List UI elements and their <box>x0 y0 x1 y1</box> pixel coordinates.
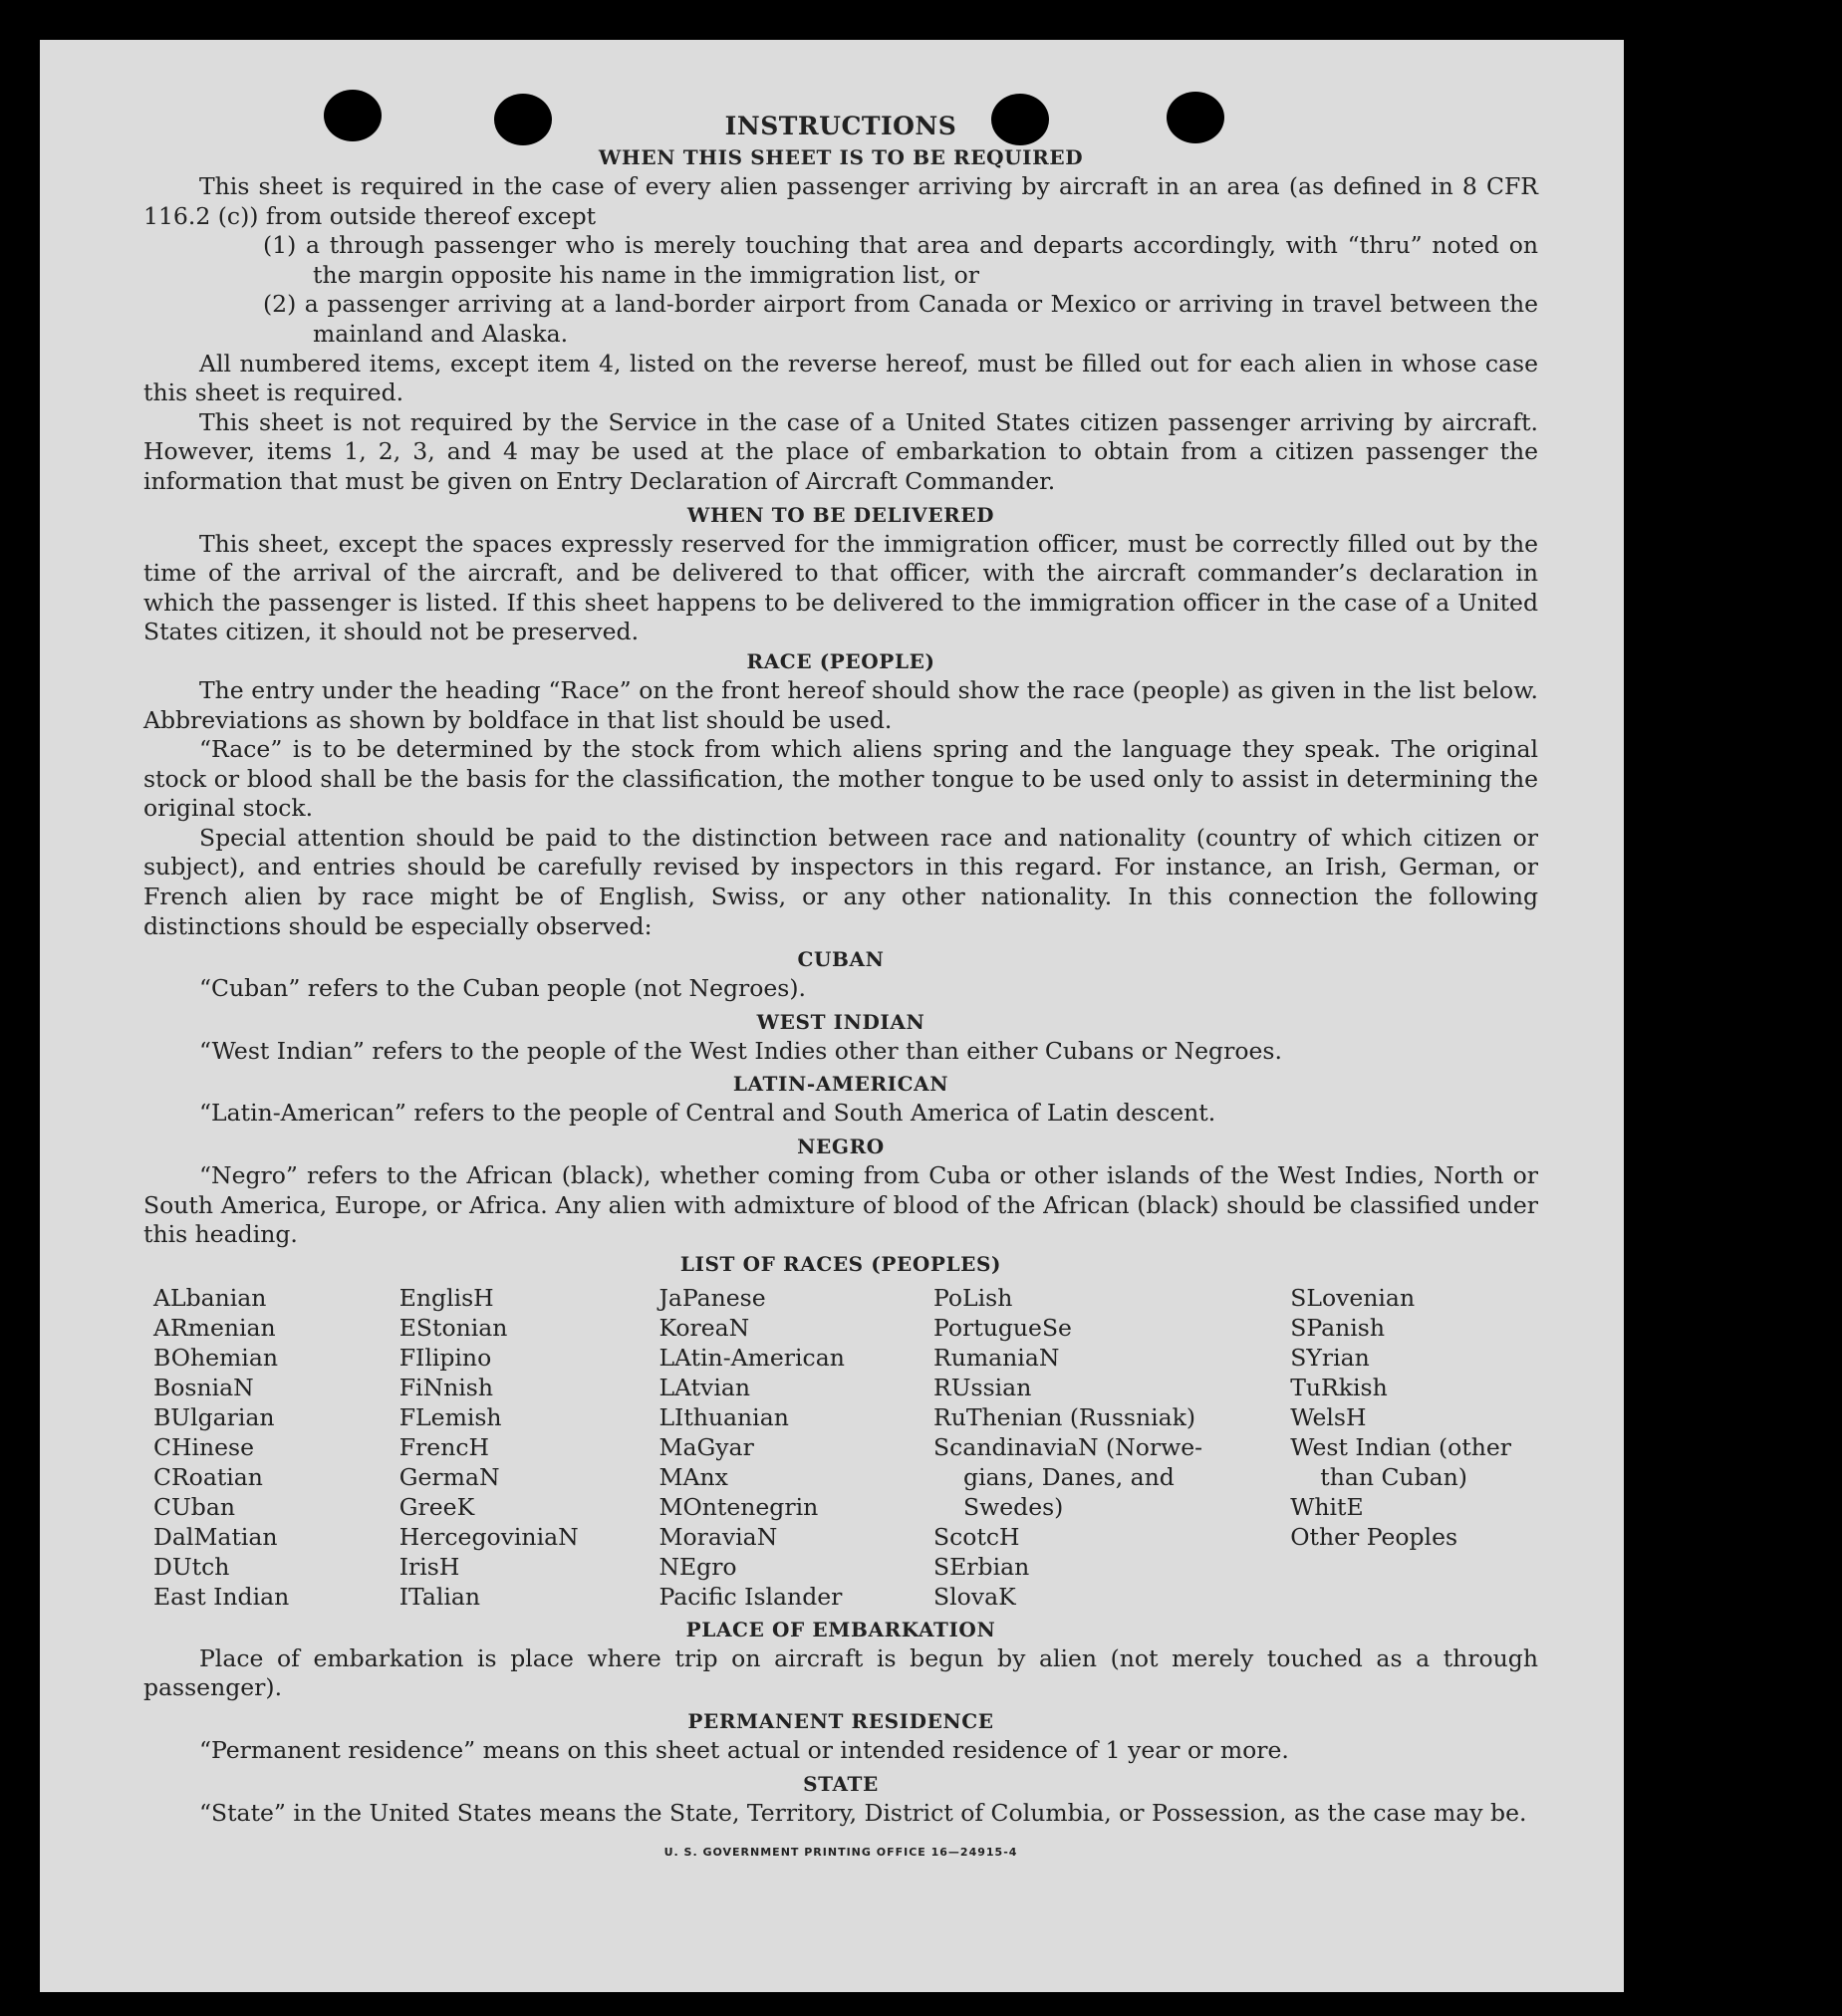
races-column <box>143 1283 399 1612</box>
races-column <box>399 1283 659 1612</box>
paragraph: “Permanent residence” means on this sheet actual or intended residence of 1 year or more. <box>199 1736 1289 1764</box>
race-entry: TuRkish <box>1290 1373 1388 1401</box>
paragraph: This sheet, except the spaces expressly reserved for the immigration officer, must be correctly filled out by the time of the arrival of the aircraft, and be delivered to that officer, with the aircraft commander’s declaration in which the passenger is listed. If this sheet happens to be delivered to the immigration officer in the case of a United States citizen, it should not be preserved. <box>143 529 1538 646</box>
races-column <box>933 1283 1290 1612</box>
race-entry: WelsH <box>1290 1402 1367 1431</box>
paragraph: This sheet is required in the case of every alien passenger arriving by aircraft in an area (as defined in 8 CFR 116.2 (c)) from outside thereof except <box>143 172 1538 230</box>
race-entry: Pacific Islander <box>658 1582 843 1611</box>
heading-state: STATE <box>803 1771 879 1796</box>
paragraph: “Latin-American” refers to the people of Central and South America of Latin descent. <box>199 1099 1216 1128</box>
document-page <box>40 40 1624 1992</box>
race-entry: BOhemian <box>153 1343 278 1372</box>
heading-cuban: CUBAN <box>797 947 885 972</box>
list-item: (1) a through passenger who is merely touching that area and departs accordingly, with “thru” noted on the margin opposite his name in the immigration list, or <box>263 231 1538 289</box>
race-entry: BUlgarian <box>153 1402 275 1431</box>
races-list <box>143 1283 1538 1612</box>
paragraph: “West Indian” refers to the people of the West Indies other than either Cubans or Negroes. <box>199 1036 1282 1065</box>
heading-permanent-residence: PERMANENT RESIDENCE <box>687 1709 994 1733</box>
heading-when-delivered: WHEN TO BE DELIVERED <box>686 502 995 527</box>
race-entry: FIlipino <box>398 1343 492 1372</box>
race-entry: LAtin-American <box>658 1343 845 1372</box>
race-entry: SYrian <box>1290 1343 1370 1372</box>
race-entry: RUssian <box>933 1373 1032 1401</box>
race-entry: HercegoviniaN <box>398 1522 579 1551</box>
heading-list-of-races: LIST OF RACES (PEOPLES) <box>679 1251 1002 1276</box>
heading-negro: NEGRO <box>797 1134 885 1159</box>
race-entry: MOntenegrin <box>658 1492 819 1521</box>
heading-race: RACE (PEOPLE) <box>746 648 935 673</box>
race-entry: DalMatian <box>153 1522 278 1551</box>
race-entry: NEgro <box>658 1552 737 1581</box>
race-entry: CHinese <box>153 1432 254 1461</box>
race-entry: SPanish <box>1290 1313 1385 1342</box>
race-entry: FrencH <box>398 1432 489 1461</box>
race-entry: EnglisH <box>398 1283 494 1312</box>
race-entry: SErbian <box>933 1552 1030 1581</box>
paragraph: “Cuban” refers to the Cuban people (not Negroes). <box>199 974 807 1003</box>
race-entry: KoreaN <box>658 1313 750 1342</box>
paragraph: “Race” is to be determined by the stock from which aliens spring and the language they speak. The original stock or blood shall be the basis for the classification, the mother tongue to be used only to assist in determining the original stock. <box>143 735 1538 823</box>
race-entry: CRoatian <box>153 1462 263 1491</box>
race-entry: ALbanian <box>153 1283 267 1312</box>
race-entry: East Indian <box>153 1582 290 1611</box>
printing-office-footer: U. S. GOVERNMENT PRINTING OFFICE 16—24915-4 <box>663 1846 1018 1860</box>
race-entry: PortugueSe <box>933 1313 1072 1342</box>
race-entry: ITalian <box>398 1582 481 1611</box>
race-entry: BosniaN <box>153 1373 254 1401</box>
race-entry: ARmenian <box>153 1313 276 1342</box>
race-entry: MaGyar <box>658 1432 754 1461</box>
race-entry: RumaniaN <box>933 1343 1060 1372</box>
race-entry: IrisH <box>398 1552 460 1581</box>
race-entry: MAnx <box>658 1462 728 1491</box>
race-entry: FiNnish <box>398 1373 493 1401</box>
heading-west-indian: WEST INDIAN <box>756 1009 925 1034</box>
race-entry: MoraviaN <box>658 1522 778 1551</box>
race-entry: PoLish <box>933 1283 1013 1312</box>
race-entry: Other Peoples <box>1290 1522 1458 1551</box>
race-entry: SlovaK <box>933 1582 1016 1611</box>
race-entry: EStonian <box>398 1313 508 1342</box>
race-entry: GermaN <box>398 1462 500 1491</box>
heading-place-of-embarkation: PLACE OF EMBARKATION <box>685 1617 996 1641</box>
page-title: INSTRUCTIONS <box>724 112 957 140</box>
race-entry: GreeK <box>398 1492 475 1521</box>
paragraph: The entry under the heading “Race” on the front hereof should show the race (people) as given in the list below. Abbreviations as shown by boldface in that list should be used. <box>143 675 1538 734</box>
race-entry: West Indian (other <box>1290 1432 1511 1461</box>
list-item: (2) a passenger arriving at a land-border airport from Canada or Mexico or arriving in travel between the mainland and Alaska. <box>263 290 1538 348</box>
race-entry: ScandinaviaN (Norwe- <box>933 1432 1203 1461</box>
race-entry: Swedes) <box>963 1492 1064 1521</box>
instructions-content <box>143 110 1538 1868</box>
race-entry: FLemish <box>398 1402 502 1431</box>
race-entry: LAtvian <box>658 1373 750 1401</box>
paragraph: “Negro” refers to the African (black), whether coming from Cuba or other islands of the West Indies, North or South America, Europe, or Africa. Any alien with admixture of blood of the African (black) should be classified under this heading. <box>143 1161 1538 1249</box>
paragraph: “State” in the United States means the State, Territory, District of Columbia, or Possession, as the case may be. <box>199 1798 1527 1827</box>
heading-latin-american: LATIN-AMERICAN <box>732 1072 949 1097</box>
races-column <box>658 1283 933 1612</box>
paragraph: Place of embarkation is place where trip on aircraft is begun by alien (not merely touched as a through passenger). <box>143 1643 1538 1702</box>
race-entry: CUban <box>153 1492 235 1521</box>
race-entry: gians, Danes, and <box>963 1462 1175 1491</box>
paragraph: All numbered items, except item 4, listed on the reverse hereof, must be filled out for each alien in whose case this sheet is required. <box>143 349 1538 407</box>
race-entry: DUtch <box>153 1552 230 1581</box>
paragraph: This sheet is not required by the Service in the case of a United States citizen passenger arriving by aircraft. However, items 1, 2, 3, and 4 may be used at the place of embarkation to obtain from a citizen passenger the information that must be given on Entry Declaration of Aircraft Commander. <box>143 407 1538 495</box>
race-entry: SLovenian <box>1290 1283 1416 1312</box>
races-column <box>1290 1283 1538 1612</box>
race-entry: WhitE <box>1290 1492 1364 1521</box>
paragraph: Special attention should be paid to the distinction between race and nationality (country of which citizen or subject), and entries should be carefully revised by inspectors in this regard. For instance, an Irish, German, or French alien by race might be of English, Swiss, or any other nationality. In this connection the following distinctions should be especially observed: <box>143 823 1538 940</box>
race-entry: RuThenian (Russniak) <box>933 1402 1196 1431</box>
race-entry: JaPanese <box>658 1283 766 1312</box>
heading-when-required: WHEN THIS SHEET IS TO BE REQUIRED <box>598 145 1084 169</box>
race-entry: than Cuban) <box>1320 1462 1467 1491</box>
race-entry: LIthuanian <box>658 1402 789 1431</box>
race-entry: ScotcH <box>933 1522 1020 1551</box>
